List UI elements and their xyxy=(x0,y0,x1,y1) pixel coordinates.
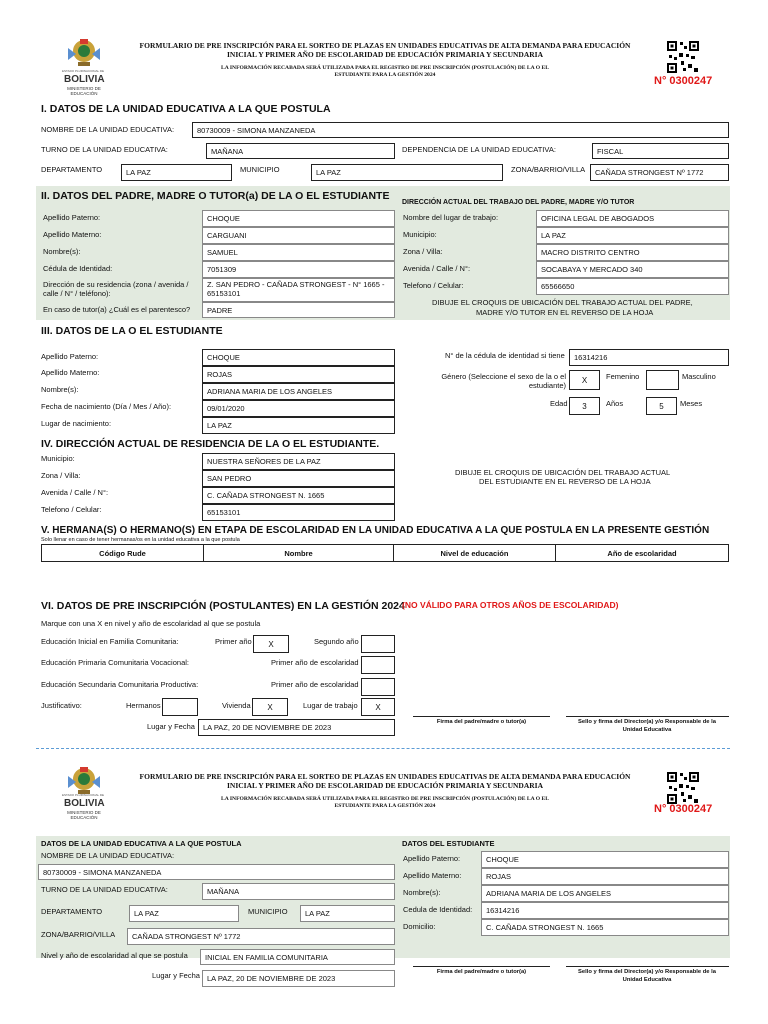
parent-label: Apellido Materno: xyxy=(43,230,102,240)
stub-firma-director-label-2: Unidad Educativa xyxy=(622,977,672,983)
stub-turno-label: TURNO DE LA UNIDAD EDUCATIVA: xyxy=(41,885,168,894)
residence-label: Municipio: xyxy=(41,454,75,463)
form-subtitle-1: LA INFORMACIÓN RECABADA SERÁ UTILIZADA PARA EL REGISTRO DE PRE INSCRIPCIÓN (POSTULACIÓN) DE LA O EL xyxy=(221,796,549,802)
bolivia-emblem-icon xyxy=(58,36,110,70)
stub-student-label: Nombre(s): xyxy=(403,888,441,898)
stub-firma-padre-line xyxy=(413,966,550,967)
logo-text: BOLIVIA xyxy=(64,798,105,809)
col-codigo-rude: Código Rude xyxy=(41,544,204,562)
stub-lugar-fecha-label: Lugar y Fecha xyxy=(152,971,200,980)
parent-label: Cédula de Identidad: xyxy=(43,264,113,274)
stub-ue-name-field[interactable]: 80730009 - SIMONA MANZANEDA xyxy=(38,864,395,880)
stub-lugar-fecha-field[interactable]: LA PAZ, 20 DE NOVIEMBRE DE 2023 xyxy=(202,970,395,987)
edad-meses-field[interactable]: 5 xyxy=(646,397,677,415)
stub-depto-label: DEPARTAMENTO xyxy=(41,907,103,916)
form-subtitle-2: ESTUDIANTE PARA LA GESTIÓN 2024 xyxy=(334,803,436,809)
ue-zona-field[interactable]: CAÑADA STRONGEST Nº 1772 xyxy=(590,164,729,181)
student-value[interactable]: LA PAZ xyxy=(202,417,395,434)
ue-depto-label: DEPARTAMENTO xyxy=(41,165,103,174)
stub-firma-padre-label: Firma del padre/madre o tutor(a) xyxy=(436,969,527,975)
logo-subtext: MINISTERIO DE EDUCACIÓN xyxy=(67,810,101,821)
edad-label: Edad xyxy=(550,399,568,408)
parent-value[interactable]: PADRE xyxy=(202,302,395,318)
work-value[interactable]: SOCABAYA Y MERCADO 340 xyxy=(536,261,729,278)
stub-municipio-field[interactable]: LA PAZ xyxy=(300,905,395,922)
logo-subtext: MINISTERIO DE EDUCACIÓN xyxy=(67,86,101,97)
firma-padre-line xyxy=(413,716,550,717)
stub-student-label: Apellido Materno: xyxy=(403,871,462,881)
work-value[interactable]: 65566650 xyxy=(536,278,729,295)
lugar-fecha-field[interactable]: LA PAZ, 20 DE NOVIEMBRE DE 2023 xyxy=(198,719,395,736)
ci-label: N° de la cédula de identidad si tiene xyxy=(445,351,565,360)
section-6-instructions: Marque con una X en nivel y año de escolaridad al que se postula xyxy=(41,619,261,628)
parent-value[interactable]: SAMUEL xyxy=(202,244,395,261)
student-croquis-note-1: DIBUJE EL CROQUIS DE UBICACIÓN DEL TRABAJO ACTUAL xyxy=(455,468,671,477)
stub-student-value[interactable]: 16314216 xyxy=(481,902,729,919)
residence-value[interactable]: NUESTRA SEÑORES DE LA PAZ xyxy=(202,453,395,470)
stub-turno-field[interactable]: MAÑANA xyxy=(202,883,395,900)
stub-student-value[interactable]: C. CAÑADA STRONGEST N. 1665 xyxy=(481,919,729,936)
parent-value[interactable]: 7051309 xyxy=(202,261,395,278)
work-croquis-note-1: DIBUJE EL CROQUIS DE UBICACIÓN DEL TRABAJO ACTUAL DEL PADRE, xyxy=(432,298,693,307)
stub-student-label: Cedula de Identidad: xyxy=(403,905,473,915)
serial-number: N° 0300247 xyxy=(654,75,713,87)
ue-name-field[interactable]: 80730009 - SIMONA MANZANEDA xyxy=(192,122,729,138)
ue-turno-field[interactable]: MAÑANA xyxy=(206,143,395,159)
stub-student-title: DATOS DEL ESTUDIANTE xyxy=(402,839,495,848)
section-6-title: VI. DATOS DE PRE INSCRIPCIÓN (POSTULANTES) EN LA GESTIÓN 2024 xyxy=(41,600,405,612)
student-label: Lugar de nacimiento: xyxy=(41,419,112,428)
section-5-title: V. HERMANA(S) O HERMANO(S) EN ETAPA DE ESCOLARIDAD EN LA UNIDAD EDUCATIVA A LA QUE POSTULA EN LA PRESENTE GESTIÓN xyxy=(41,525,710,536)
vivienda-checkbox[interactable]: X xyxy=(252,698,288,716)
hermanos-label: Hermanos xyxy=(126,701,161,710)
stub-ue-name-label: NOMBRE DE LA UNIDAD EDUCATIVA: xyxy=(41,851,175,860)
parent-label: Nombre(s): xyxy=(43,247,81,257)
genero-label: Género (Seleccione el sexo de la o el estudiante) xyxy=(441,372,566,390)
parent-label: En caso de tutor(a) ¿Cuál es el parentesco? xyxy=(43,304,191,314)
work-label: Zona / Villa: xyxy=(403,247,443,257)
parent-value[interactable]: CARGUANI xyxy=(202,227,395,244)
ue-turno-label: TURNO DE LA UNIDAD EDUCATIVA: xyxy=(41,145,168,154)
form-title-2: INICIAL Y PRIMER AÑO DE ESCOLARIDAD DE EDUCACIÓN PRIMARIA Y SECUNDARIA xyxy=(227,781,543,790)
stub-firma-director-line xyxy=(566,966,729,967)
logo-small-text: ESTADO PLURINACIONAL DE xyxy=(62,69,105,73)
logo xyxy=(58,36,110,97)
segundo-anio-checkbox[interactable] xyxy=(361,635,395,653)
parent-value[interactable]: Z. SAN PEDRO - CAÑADA STRONGEST - N° 1665 - 65153101 xyxy=(202,278,395,302)
stub-nivel-field[interactable]: INICIAL EN FAMILIA COMUNITARIA xyxy=(200,949,395,965)
form-subtitle-1: LA INFORMACIÓN RECABADA SERÁ UTILIZADA PARA EL REGISTRO DE PRE INSCRIPCIÓN (POSTULACIÓN) DE LA O EL xyxy=(221,65,549,71)
section-6-warning: (NO VÁLIDO PARA OTROS AÑOS DE ESCOLARIDAD) xyxy=(402,600,619,610)
work-address-title: DIRECCIÓN ACTUAL DEL TRABAJO DEL PADRE, MADRE Y/O TUTOR xyxy=(402,199,635,206)
secundaria-primer-esc-label: Primer año de escolaridad xyxy=(271,680,359,689)
segundo-anio-label: Segundo año xyxy=(314,637,359,646)
work-label: Nombre del lugar de trabajo: xyxy=(403,213,499,223)
logo-small-text: ESTADO PLURINACIONAL DE xyxy=(62,793,105,797)
parent-label: Apellido Paterno: xyxy=(43,213,101,223)
femenino-checkbox[interactable]: X xyxy=(569,370,600,390)
form-title-2: INICIAL Y PRIMER AÑO DE ESCOLARIDAD DE EDUCACIÓN PRIMARIA Y SECUNDARIA xyxy=(227,50,543,59)
parent-value[interactable]: CHOQUE xyxy=(202,210,395,227)
qr-code-icon xyxy=(666,40,700,74)
primaria-checkbox[interactable] xyxy=(361,656,395,674)
residence-value[interactable]: 65153101 xyxy=(202,504,395,521)
cut-line xyxy=(36,748,730,749)
form-title-1: FORMULARIO DE PRE INSCRIPCIÓN PARA EL SORTEO DE PLAZAS EN UNIDADES EDUCATIVAS DE ALTA DEMANDA PARA EDUCACIÓN xyxy=(139,41,631,50)
form-title-1: FORMULARIO DE PRE INSCRIPCIÓN PARA EL SORTEO DE PLAZAS EN UNIDADES EDUCATIVAS DE ALTA DEMANDA PARA EDUCACIÓN xyxy=(139,772,631,781)
secundaria-checkbox[interactable] xyxy=(361,678,395,696)
student-label: Apellido Materno: xyxy=(41,368,100,377)
logo-text: BOLIVIA xyxy=(64,74,105,85)
col-anio: Año de escolaridad xyxy=(555,544,729,562)
lugar-trabajo-label: Lugar de trabajo xyxy=(303,701,358,710)
work-value[interactable]: LA PAZ xyxy=(536,227,729,244)
stub-zona-label: ZONA/BARRIO/VILLA xyxy=(41,930,116,939)
section-4-title: IV. DIRECCIÓN ACTUAL DE RESIDENCIA DE LA O EL ESTUDIANTE. xyxy=(41,438,380,450)
ue-municipio-label: MUNICIPIO xyxy=(240,165,280,174)
stub-nivel-label: Nivel y año de escolaridad al que se postula xyxy=(41,951,188,960)
work-label: Telefono / Celular: xyxy=(403,281,464,291)
justificativo-label: Justificativo: xyxy=(41,701,82,710)
residence-label: Telefono / Celular: xyxy=(41,505,102,514)
lugar-fecha-label: Lugar y Fecha xyxy=(147,722,195,731)
stub-student-label: Domicilio: xyxy=(403,922,436,932)
stub-student-value[interactable]: ROJAS xyxy=(481,868,729,885)
residence-label: Zona / Villa: xyxy=(41,471,81,480)
ue-dependencia-field[interactable]: FISCAL xyxy=(592,143,729,159)
masculino-label: Masculino xyxy=(682,372,716,381)
col-nombre: Nombre xyxy=(203,544,394,562)
primer-anio-label: Primer año xyxy=(215,637,252,646)
firma-padre-label: Firma del padre/madre o tutor(a) xyxy=(436,719,527,725)
primaria-primer-esc-label: Primer año de escolaridad xyxy=(271,658,359,667)
ue-dependencia-label: DEPENDENCIA DE LA UNIDAD EDUCATIVA: xyxy=(402,145,556,154)
work-label: Avenida / Calle / N°: xyxy=(403,264,471,274)
stub-firma-director-label-1: Sello y firma del Director(a) y/o Responsable de la xyxy=(578,969,716,975)
residence-value[interactable]: SAN PEDRO xyxy=(202,470,395,487)
ue-municipio-field[interactable]: LA PAZ xyxy=(311,164,503,181)
qr-code-icon xyxy=(666,771,700,805)
firma-director-label-1: Sello y firma del Director(a) y/o Responsable de la xyxy=(578,719,716,725)
col-nivel: Nivel de educación xyxy=(393,544,556,562)
primaria-label: Educación Primaria Comunitaria Vocacional: xyxy=(41,658,189,667)
firma-director-line xyxy=(566,716,729,717)
section-1-title: I. DATOS DE LA UNIDAD EDUCATIVA A LA QUE POSTULA xyxy=(41,103,331,115)
femenino-label: Femenino xyxy=(606,372,640,381)
inicial-label: Educación Inicial en Familia Comunitaria: xyxy=(41,637,179,646)
edad-anios-field[interactable]: 3 xyxy=(569,397,600,415)
student-label: Nombre(s): xyxy=(41,385,79,394)
work-value[interactable]: MACRO DISTRITO CENTRO xyxy=(536,244,729,261)
stub-student-label: Apellido Paterno: xyxy=(403,854,461,864)
stub-student-value[interactable]: CHOQUE xyxy=(481,851,729,868)
student-value[interactable]: CHOQUE xyxy=(202,349,395,366)
serial-number: N° 0300247 xyxy=(654,803,713,815)
primer-anio-checkbox[interactable]: X xyxy=(253,635,289,653)
hermanos-checkbox[interactable] xyxy=(162,698,198,716)
section-2-title: II. DATOS DEL PADRE, MADRE O TUTOR(a) DE LA O EL ESTUDIANTE xyxy=(41,190,390,202)
ue-depto-field[interactable]: LA PAZ xyxy=(121,164,232,181)
masculino-checkbox[interactable] xyxy=(646,370,679,390)
work-value[interactable]: OFICINA LEGAL DE ABOGADOS xyxy=(536,210,729,227)
ci-field[interactable]: 16314216 xyxy=(569,349,729,366)
residence-label: Avenida / Calle / N°: xyxy=(41,488,109,497)
work-croquis-note-2: MADRE Y/O TUTOR EN EL REVERSO DE LA HOJA xyxy=(476,308,654,317)
meses-label: Meses xyxy=(680,399,703,408)
student-label: Fecha de nacimiento (Día / Mes / Año): xyxy=(41,402,172,411)
lugar-trabajo-checkbox[interactable]: X xyxy=(361,698,395,716)
firma-director-label-2: Unidad Educativa xyxy=(622,727,672,733)
student-croquis-note-2: DEL ESTUDIANTE EN EL REVERSO DE LA HOJA xyxy=(479,477,651,486)
logo xyxy=(58,764,110,822)
stub-ue-title: DATOS DE LA UNIDAD EDUCATIVA A LA QUE POSTULA xyxy=(41,839,242,848)
work-label: Municipio: xyxy=(403,230,437,240)
ue-zona-label: ZONA/BARRIO/VILLA xyxy=(511,165,586,174)
anios-label: Años xyxy=(606,399,624,408)
parent-label: Dirección de su residencia (zona / avenida / calle / N° / teléfono): xyxy=(43,280,189,298)
vivienda-label: Vivienda xyxy=(222,701,251,710)
stub-student-value[interactable]: ADRIANA MARIA DE LOS ANGELES xyxy=(481,885,729,902)
stub-depto-field[interactable]: LA PAZ xyxy=(129,905,239,922)
student-value[interactable]: 09/01/2020 xyxy=(202,400,395,417)
residence-value[interactable]: C. CAÑADA STRONGEST N. 1665 xyxy=(202,487,395,504)
ue-name-label: NOMBRE DE LA UNIDAD EDUCATIVA: xyxy=(41,125,175,134)
section-5-note: Solo llenar en caso de tener hermanas/os en la unidad educativa a la que postula xyxy=(41,537,240,543)
student-value[interactable]: ADRIANA MARIA DE LOS ANGELES xyxy=(202,383,395,400)
student-label: Apellido Paterno: xyxy=(41,352,99,361)
student-value[interactable]: ROJAS xyxy=(202,366,395,383)
stub-municipio-label: MUNICIPIO xyxy=(248,907,288,916)
secundaria-label: Educación Secundaria Comunitaria Productiva: xyxy=(41,680,199,689)
section-3-title: III. DATOS DE LA O EL ESTUDIANTE xyxy=(41,325,223,337)
stub-zona-field[interactable]: CAÑADA STRONGEST Nº 1772 xyxy=(127,928,395,945)
form-subtitle-2: ESTUDIANTE PARA LA GESTIÓN 2024 xyxy=(334,72,436,78)
